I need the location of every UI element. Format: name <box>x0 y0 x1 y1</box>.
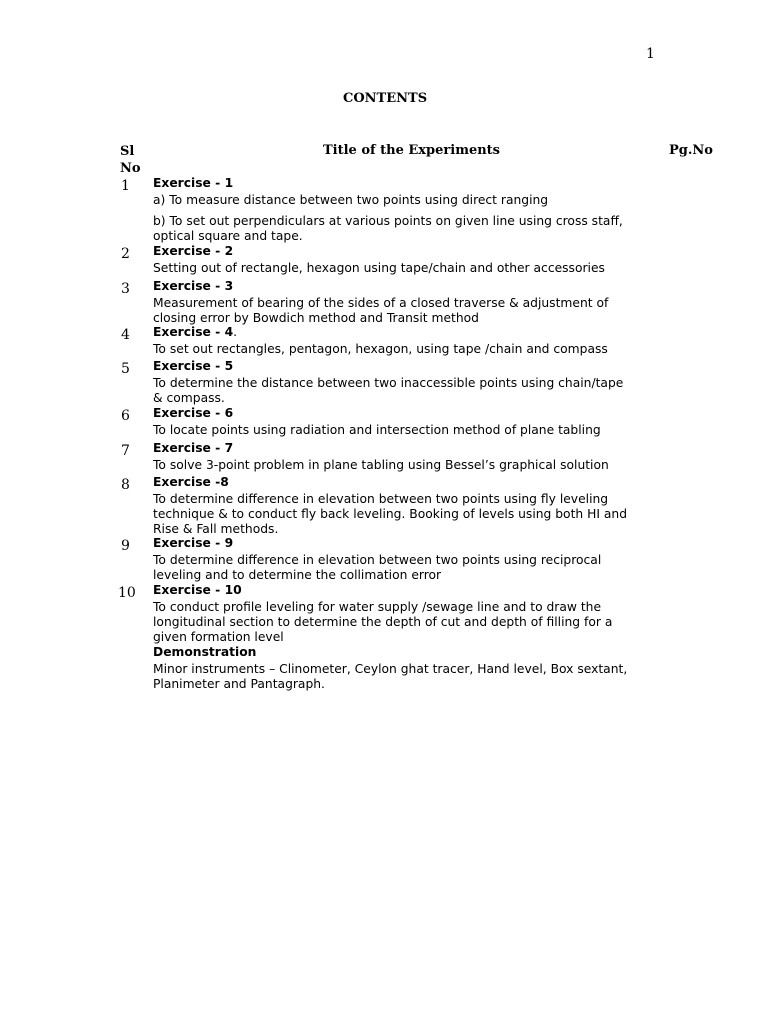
contents-entry <box>153 325 673 357</box>
contents-entry <box>153 244 673 276</box>
row-number: 5 <box>121 361 130 377</box>
exercise-heading: Exercise - 3 <box>153 279 234 293</box>
row-number: 1 <box>121 178 130 194</box>
row-number: 6 <box>121 408 130 424</box>
column-header-sl: Sl <box>120 144 135 159</box>
exercise-heading: Exercise - 9 <box>153 536 234 550</box>
exercise-description: To determine the distance between two inaccessible points using chain/tape <box>153 376 624 390</box>
exercise-description: Rise & Fall methods. <box>153 522 279 536</box>
contents-entry <box>153 441 673 473</box>
page-number: 1 <box>646 46 655 62</box>
exercise-description: To determine difference in elevation between two points using fly leveling <box>153 492 609 506</box>
exercise-description: closing error by Bowdich method and Transit method <box>153 311 479 325</box>
exercise-description: To set out rectangles, pentagon, hexagon, using tape /chain and compass <box>153 342 608 356</box>
contents-entry <box>153 279 673 326</box>
page-title: CONTENTS <box>343 91 428 106</box>
exercise-description: leveling and to determine the collimation error <box>153 568 442 582</box>
exercise-description: longitudinal section to determine the depth of cut and depth of filling for a <box>153 615 613 629</box>
exercise-description: a) To measure distance between two points using direct ranging <box>153 193 549 207</box>
exercise-description: To conduct profile leveling for water supply /sewage line and to draw the <box>153 600 602 614</box>
exercise-heading: Exercise - 10 <box>153 583 242 597</box>
exercise-description: & compass. <box>153 391 225 405</box>
contents-entry <box>153 583 673 692</box>
exercise-heading: Exercise - 2 <box>153 244 234 258</box>
contents-entry <box>153 176 673 244</box>
contents-entry <box>153 536 673 583</box>
column-header-sl-no <box>120 143 141 177</box>
demonstration-description: Planimeter and Pantagraph. <box>153 677 325 691</box>
demonstration-heading: Demonstration <box>153 645 257 659</box>
exercise-heading: Exercise - 7 <box>153 441 234 455</box>
contents-entry <box>153 475 673 537</box>
demonstration-description: Minor instruments – Clinometer, Ceylon ghat tracer, Hand level, Box sextant, <box>153 662 628 676</box>
row-number: 8 <box>121 477 130 493</box>
exercise-description: given formation level <box>153 630 284 644</box>
row-number: 3 <box>121 281 130 297</box>
exercise-heading: Exercise -8 <box>153 475 229 489</box>
exercise-description: To solve 3-point problem in plane tabling using Bessel’s graphical solution <box>153 458 609 472</box>
exercise-heading-wrap <box>153 325 673 340</box>
exercise-description: optical square and tape. <box>153 229 303 243</box>
contents-entry <box>153 406 673 438</box>
exercise-heading: Exercise - 1 <box>153 176 234 190</box>
contents-entry <box>153 359 673 406</box>
exercise-description: To determine difference in elevation between two points using reciprocal <box>153 553 602 567</box>
exercise-description: Setting out of rectangle, hexagon using tape/chain and other accessories <box>153 261 605 275</box>
exercise-description: b) To set out perpendiculars at various points on given line using cross staff, <box>153 214 623 228</box>
row-number: 4 <box>121 327 130 343</box>
exercise-description: Measurement of bearing of the sides of a closed traverse & adjustment of <box>153 296 609 310</box>
column-header-no: No <box>120 161 141 176</box>
column-header-page-no: Pg.No <box>669 143 713 158</box>
exercise-heading: Exercise - 6 <box>153 406 234 420</box>
exercise-description: To locate points using radiation and intersection method of plane tabling <box>153 423 601 437</box>
column-header-title: Title of the Experiments <box>323 143 501 158</box>
row-number: 2 <box>121 246 130 262</box>
exercise-heading: Exercise - 5 <box>153 359 234 373</box>
row-number: 7 <box>121 443 130 459</box>
row-number: 10 <box>118 585 136 601</box>
exercise-heading-suffix: . <box>233 325 238 339</box>
exercise-heading: Exercise - 4 <box>153 325 234 339</box>
row-number: 9 <box>121 538 130 554</box>
exercise-description: technique & to conduct fly back leveling. Booking of levels using both HI and <box>153 507 628 521</box>
